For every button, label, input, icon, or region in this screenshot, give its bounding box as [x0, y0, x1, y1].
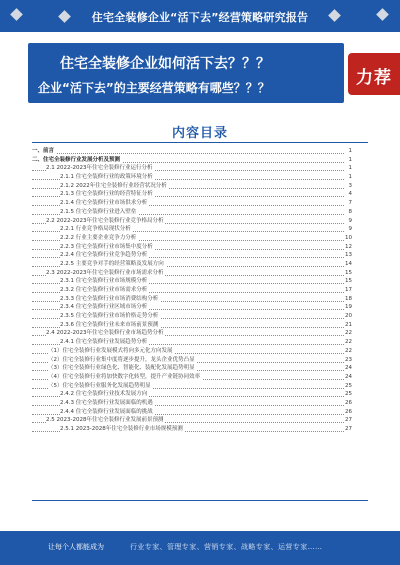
toc-entry[interactable] — [32, 173, 352, 182]
toc-entry-label: 二、住宅全装修行业发展分析及预测 — [32, 156, 121, 163]
toc-entry-page: 13 — [345, 252, 352, 259]
toc-entry-page: 7 — [345, 199, 352, 208]
toc-entry[interactable] — [32, 347, 352, 356]
hero-subtitle: 企业“活下去”的主要经营策略有哪些？？？ — [38, 81, 270, 95]
brand-badge — [348, 53, 400, 95]
toc-entry-label: 2.3.5 住宅全装修行业市场价格走势分析 — [60, 313, 159, 320]
toc-entry-label: 2.4.1 住宅全装修行业发展趋势分析 — [60, 339, 148, 346]
footer-slogan: 让每个人都能成为 — [48, 543, 104, 551]
toc-entry-page: 1 — [345, 147, 352, 156]
toc-entry-label: （2）住宅全装修行业集中度将逐步提升，龙头企业优势凸显 — [48, 356, 195, 363]
toc-entry[interactable] — [32, 225, 352, 234]
toc-entry[interactable] — [32, 147, 352, 156]
toc-entry-label: 2.4.2 住宅全装修行业技术发展方向 — [60, 391, 148, 398]
toc-entry-page: 8 — [345, 208, 352, 217]
toc-entry-label: （1）住宅全装修行业发展模式将向多元化方向发展 — [48, 347, 173, 354]
toc-entry-label: 2.1.2 2022年住宅全装修行业经营状况分析 — [60, 182, 167, 189]
toc-entry-page: 1 — [345, 164, 352, 173]
toc-entry-label: 2.3.2 住宅全装修行业市场需求分析 — [60, 287, 148, 293]
toc-entry[interactable] — [32, 243, 352, 252]
footer-tagline: 行业专家、管理专家、营销专家、战略专家、运营专家…… — [130, 543, 323, 551]
toc-entry-label: 2.2.4 住宅全装修行业竞争趋势分析 — [60, 252, 148, 259]
toc-title: 内容目录 — [171, 126, 228, 141]
toc-entry-label: 2.5 2023-2028年住宅全装修行业发展前景预测 — [46, 417, 164, 424]
toc-entry[interactable] — [32, 208, 352, 217]
toc-entry-page: 3 — [345, 182, 352, 191]
toc-entry-label: 2.4 2022-2023年住宅全装修行业市场趋势分析 — [46, 330, 164, 337]
toc-entry-label: 2.4.3 住宅全装修行业发展面临的机遇 — [60, 399, 153, 406]
header-title: 住宅全装修企业“活下去”经营策略研究报告 — [91, 11, 309, 24]
toc-entry[interactable] — [32, 416, 352, 425]
toc-entry-page: 1 — [345, 156, 352, 165]
toc-entry[interactable] — [32, 329, 352, 338]
toc-entry[interactable] — [32, 356, 352, 365]
toc-entry-page: 14 — [345, 260, 352, 267]
toc-entry[interactable] — [32, 295, 352, 304]
toc-entry[interactable] — [32, 286, 352, 295]
toc-entry-page: 19 — [345, 304, 352, 311]
toc-entry-page: 10 — [345, 234, 352, 241]
toc-entry[interactable] — [32, 260, 352, 269]
toc-entry-label: 2.3.1 住宅全装修行业市场规模分析 — [60, 278, 148, 285]
toc-entry-page: 22 — [345, 330, 352, 337]
toc-entry-page: 24 — [345, 365, 352, 372]
toc-entry[interactable] — [32, 399, 352, 408]
toc-entry-page: 23 — [345, 356, 352, 363]
toc-entry-page: 27 — [345, 417, 352, 424]
brand-label: 力荐 — [356, 68, 392, 88]
toc-entry-label: 2.4.4 住宅全装修行业发展面临的挑战 — [60, 408, 153, 415]
toc-entry-label: 2.5.1 2023-2028年住宅全装修行业市场规模预测 — [60, 426, 183, 432]
toc-entry-label: （3）住宅全装修行业绿色化、智能化、装配化发展趋势明显 — [48, 365, 195, 372]
toc-entry-page: 26 — [345, 408, 352, 415]
toc-entry[interactable] — [32, 382, 352, 391]
toc-entry[interactable] — [32, 321, 352, 330]
toc-entry[interactable] — [32, 199, 352, 208]
toc-entry-page: 21 — [345, 321, 352, 328]
toc-entry-page: 15 — [345, 269, 352, 276]
toc-entry-page: 26 — [345, 399, 352, 406]
hero-banner — [28, 43, 344, 103]
toc-entry-label: 2.2.5 主要竞争对手的经营策略及发展方向 — [60, 260, 164, 267]
table-of-contents — [32, 147, 352, 434]
toc-entry[interactable] — [32, 251, 352, 260]
toc-entry-label: （5）住宅全装修行业服务化发展趋势明显 — [48, 382, 151, 389]
toc-entry-page: 22 — [345, 339, 352, 346]
toc-entry[interactable] — [32, 425, 352, 434]
toc-entry-page: 9 — [345, 217, 352, 226]
toc-entry[interactable] — [32, 373, 352, 382]
toc-entry[interactable] — [32, 277, 352, 286]
toc-entry-page: 24 — [345, 373, 352, 380]
toc-entry-label: 2.3.3 住宅全装修行业市场消费结构分析 — [60, 295, 159, 302]
toc-entry-label: （4）住宅全装修行业将加快数字化转型，提升产业链协同效率 — [48, 373, 201, 380]
toc-entry[interactable] — [32, 182, 352, 191]
toc-entry[interactable] — [32, 164, 352, 173]
toc-entry[interactable] — [32, 364, 352, 373]
toc-entry[interactable] — [32, 217, 352, 226]
toc-entry-label: 2.3.4 住宅全装修行业区域市场分析 — [60, 304, 148, 311]
toc-entry-page: 27 — [345, 426, 352, 432]
toc-entry-page: 17 — [345, 287, 352, 293]
toc-entry[interactable] — [32, 156, 352, 165]
toc-entry-label: 2.2.3 住宅全装修行业市场集中度分析 — [60, 243, 153, 250]
toc-entry-label: 2.1 2022-2023年住宅全装修行业运行分析 — [46, 165, 153, 172]
toc-entry-page: 1 — [345, 173, 352, 182]
toc-entry[interactable] — [32, 390, 352, 399]
toc-entry[interactable] — [32, 269, 352, 278]
toc-entry-page: 22 — [345, 347, 352, 354]
hero-title: 住宅全装修企业如何活下去？？？ — [60, 56, 270, 72]
toc-entry-label: 2.3.6 住宅全装修行业未来市场前景预测 — [60, 321, 159, 328]
toc-entry[interactable] — [32, 408, 352, 417]
footer-bar — [0, 531, 400, 565]
toc-entry-label: 2.3 2022-2023年住宅全装修行业市场需求分析 — [46, 269, 164, 276]
toc-entry-page: 4 — [345, 190, 352, 199]
toc-entry-page: 20 — [345, 313, 352, 320]
toc-entry-page: 18 — [345, 295, 352, 302]
toc-entry[interactable] — [32, 338, 352, 347]
toc-entry-label: 2.1.5 住宅全装修行业进入壁垒 — [60, 208, 137, 215]
toc-entry[interactable] — [32, 190, 352, 199]
toc-entry-page: 25 — [345, 382, 352, 389]
toc-divider — [32, 142, 368, 143]
toc-leader-dots — [32, 153, 344, 154]
toc-entry[interactable] — [32, 234, 352, 243]
toc-entry-label: 2.2.1 行业竞争格局现状分析 — [60, 226, 131, 233]
toc-entry[interactable] — [32, 303, 352, 312]
toc-entry-page: 12 — [345, 243, 352, 250]
toc-entry-page: 15 — [345, 278, 352, 285]
toc-entry-label: 2.2 2022-2023年住宅全装修行业竞争格局分析 — [46, 217, 164, 224]
toc-entry-label: 2.2.2 行业主要企业竞争力分析 — [60, 234, 137, 241]
toc-entry-page: 9 — [345, 225, 352, 234]
toc-entry-label: 2.1.4 住宅全装修行业市场供求分析 — [60, 200, 148, 207]
toc-entry-label: 2.1.1 住宅全装修行业的政策环境分析 — [60, 174, 153, 181]
toc-entry-page: 25 — [345, 391, 352, 398]
toc-entry-label: 一、前言 — [32, 148, 55, 154]
toc-divider — [32, 500, 368, 501]
toc-entry-label: 2.1.3 住宅全装修行业的经营特征分析 — [60, 191, 153, 198]
toc-entry[interactable] — [32, 312, 352, 321]
